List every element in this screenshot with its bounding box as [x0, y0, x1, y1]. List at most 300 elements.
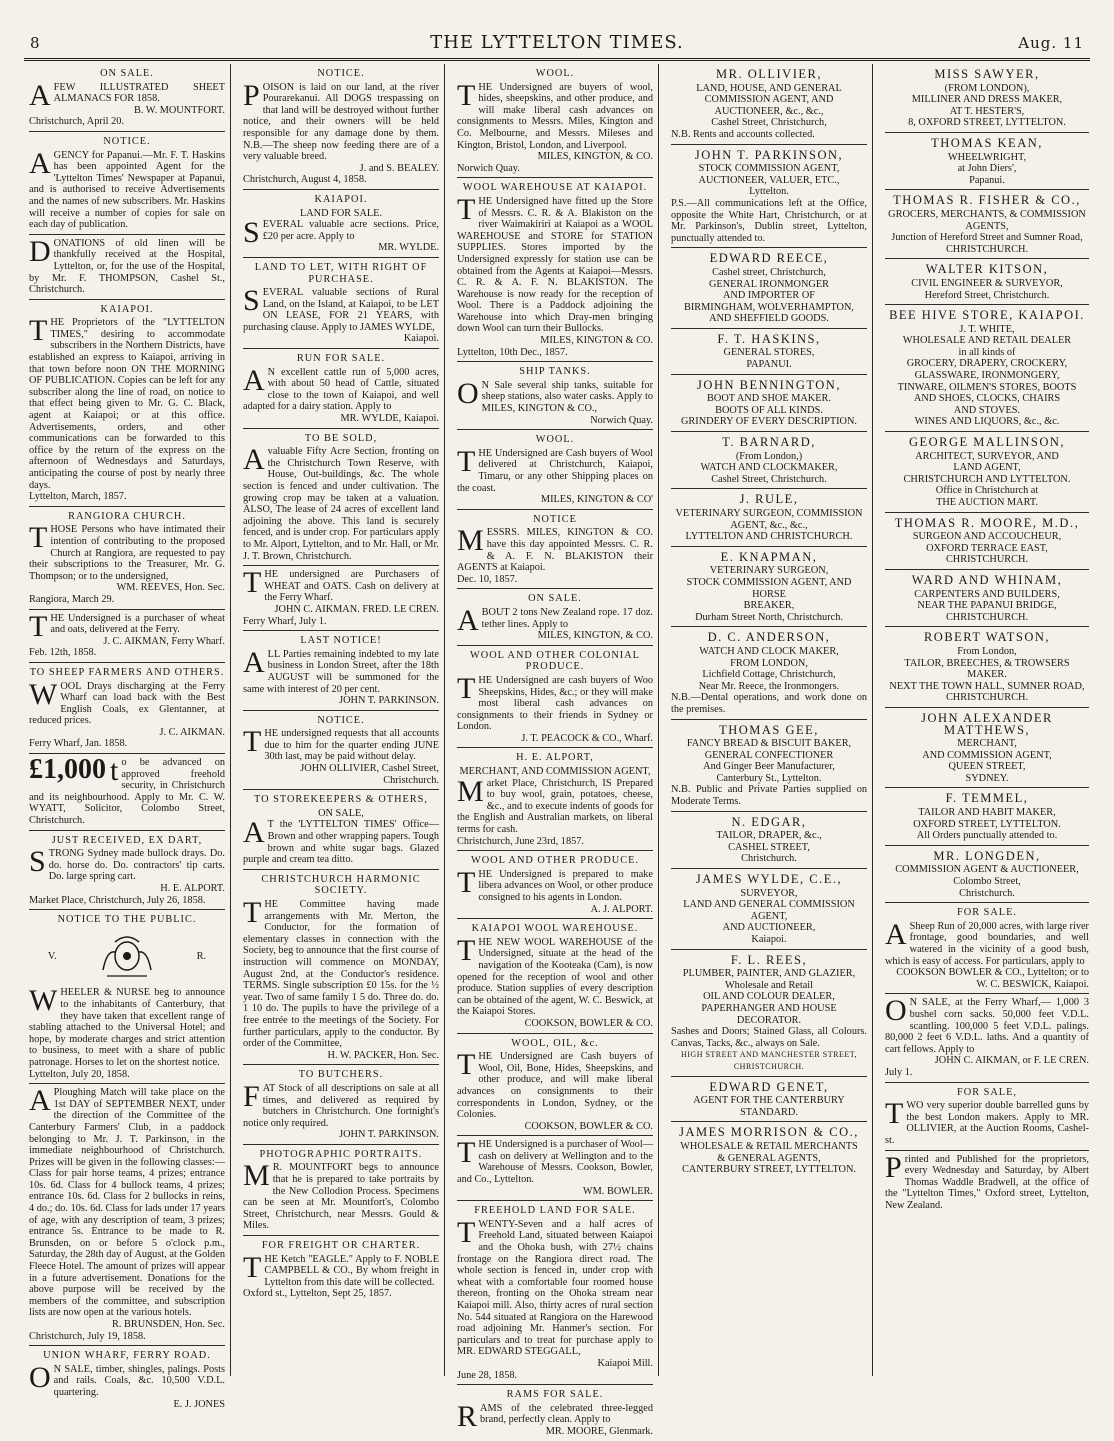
ad-line: JAMES WYLDE, C.E.,	[695, 872, 843, 887]
ad-line: WHOLESALE AND RETAIL DEALER	[902, 335, 1072, 347]
advertisement	[457, 851, 653, 919]
advertisement	[885, 432, 1089, 513]
ad-line: THOMAS KEAN,	[931, 135, 1043, 150]
ad-signature: MILES, KINGTON, & CO.	[537, 151, 653, 163]
ad-signature: Kaiapoi.	[403, 333, 439, 345]
ad-line: SURVEYOR,	[740, 887, 798, 899]
advertisement	[457, 362, 653, 430]
ad-dateline: Oxford st., Lyttelton, Sept 25, 1857.	[243, 1288, 392, 1300]
ad-signature: J. C. AIKMAN, Ferry Wharf.	[103, 635, 225, 647]
advertisement	[243, 631, 439, 711]
advertisement	[885, 1151, 1089, 1215]
ad-line: AND SHOES, CLOCKS, CHAIRS	[913, 393, 1061, 405]
ad-line: AGENT FOR THE CANTERBURY	[693, 1095, 845, 1107]
masthead	[24, 28, 1090, 61]
ad-line: TINWARE, OILMEN'S STORES, BOOTS	[897, 381, 1077, 393]
ad-line: AND IMPORTER OF	[722, 290, 816, 302]
advertisement	[457, 919, 653, 1033]
ad-heading: WOOL.	[535, 434, 575, 446]
ad-line: STOCK COMMISSION AGENT,	[698, 163, 840, 175]
crest-row	[29, 930, 225, 984]
ad-signature: JOHN C. AIKMAN. FRED. LE CREN.	[274, 603, 439, 615]
ad-line: NEXT THE TOWN HALL, SUMNER ROAD,	[889, 680, 1085, 692]
ad-heading: FOR SALE,	[957, 1086, 1017, 1098]
ad-signature: JOHN T. PARKINSON.	[339, 1129, 439, 1141]
ad-line: MR. OLLIVIER,	[716, 67, 822, 81]
ad-body: ON SALE, at the Ferry Wharf,— 1,000 3 bushel corn sacks. 50,000 feet V.D.L. scantling. 100,000 5 feet V.D.L. palings. 80,000 2 feet 6 V.D.L. laths. And a quantity of cart fellows. Apply to	[885, 994, 1089, 1055]
advertisement	[885, 708, 1089, 789]
ad-line: VETERINARY SURGEON,	[709, 565, 829, 577]
ad-footer: HIGH STREET AND MANCHESTER STREET, CHRISTCHURCH.	[680, 1050, 858, 1071]
ad-line: OIL AND COLOUR DEALER,	[703, 991, 835, 1003]
advertisement	[671, 1122, 867, 1178]
advertisement	[243, 870, 439, 1066]
ad-line: at John Diers',	[957, 163, 1017, 175]
advertisement	[885, 190, 1089, 259]
column-4	[666, 64, 873, 1376]
ad-heading: LAST NOTICE!	[300, 635, 382, 647]
advertisement	[243, 1236, 439, 1303]
ad-line: TAILOR, DRAPER, &c.,	[716, 830, 822, 842]
ad-line: CASHEL STREET,	[728, 841, 810, 853]
ad-line: (From London,)	[735, 450, 803, 462]
ad-heading: NOTICE	[533, 513, 577, 525]
ad-heading: TO BUTCHERS.	[298, 1069, 384, 1081]
ad-line: GENERAL CONFECTIONER	[704, 749, 834, 761]
ad-line: GEORGE MALLINSON,	[908, 435, 1066, 450]
ad-line: E. KNAPMAN,	[720, 549, 818, 564]
page-number: 8	[30, 34, 40, 52]
ad-line: Junction of Hereford Street and Sumner Road,	[891, 232, 1083, 244]
ad-line: CIVIL ENGINEER & SURVEYOR,	[911, 277, 1063, 289]
ad-heading: WOOL, OIL, &c.	[511, 1037, 599, 1049]
ad-body: THE Undersigned is a purchaser of Wool—cash on delivery at Wellington and to the Warehouse of Messrs. Cookson, Bowler, and Co., Lyttelton.	[457, 1136, 653, 1186]
ad-line: ROBERT WATSON,	[923, 630, 1051, 645]
ad-subheading: ON SALE,	[318, 807, 364, 819]
ad-signature: MILES, KINGTON, & CO.	[537, 630, 653, 642]
ad-body: WHEELER & NURSE beg to announce to the inhabitants of Canterbury, that they have taken that excellent range of stabling attached to the Universal Hotel; and hope, by moderate charges and strict attention to business, to meet with a share of public patronage. Horses to let on the shortest notice.	[29, 984, 225, 1068]
ad-line: STANDARD.	[740, 1106, 798, 1118]
ad-signature: R. BRUNSDEN, Hon. Sec.	[112, 1319, 225, 1330]
ad-line: Hereford Street, Christchurch.	[924, 289, 1050, 301]
ad-dateline: Market Place, Christchurch, July 26, 1858.	[29, 894, 206, 906]
ad-dateline: Lyttelton, March, 1857.	[29, 491, 127, 503]
ad-heading: NOTICE.	[317, 68, 365, 79]
advertisement	[29, 610, 225, 663]
ad-line: F. T. HASKINS,	[717, 331, 821, 346]
ad-signature: H. E. ALPORT.	[160, 883, 225, 894]
ad-line: THOMAS R. FISHER & CO.,	[893, 193, 1081, 208]
ad-heading: PHOTOGRAPHIC PORTRAITS.	[259, 1148, 423, 1160]
ad-line: AND AUCTIONEER,	[722, 922, 816, 934]
ad-line: Wholesale and Retail	[724, 979, 814, 991]
ad-dateline: Christchurch, April 20.	[29, 116, 124, 128]
ad-body: ON Sale several ship tanks, suitable for sheep stations, also water casks. Apply to MILES, KINGTON & CO.,	[457, 376, 653, 415]
ad-body: THE Ketch "EAGLE." Apply to F. NOBLE CAMPBELL & CO., By whom freight in Lyttelton from this date will be collected.	[243, 1250, 439, 1288]
ad-signature: E. J. JONES	[173, 1398, 225, 1410]
ad-line: And Ginger Beer Manufacturer,	[703, 761, 835, 773]
ad-line: GLASSWARE, IRONMONGERY,	[914, 370, 1060, 382]
ad-body: RAMS of the celebrated three-legged brand, perfectly clean. Apply to	[457, 1399, 653, 1433]
crest-letter-left: V.	[47, 950, 57, 962]
ad-line: Lichfield Cottage, Christchurch,	[702, 669, 836, 681]
newspaper-columns	[24, 64, 1094, 1437]
ad-body: Sashes and Doors; Stained Glass, all Colours. Canvas, Tacks, &c., always on Sale.	[671, 1026, 867, 1049]
ad-line: LAND AGENT,	[953, 462, 1021, 474]
advertisement	[671, 375, 867, 432]
royal-crest-icon	[97, 930, 157, 980]
advertisement	[885, 513, 1089, 570]
ad-body: Printed and Published for the proprietors, every Wednesday and Saturday, by Albert Thomas Waddle Bradwell, at the office of the "Lyttelton Times," Oxford street, Lyttelton, New Zealand.	[885, 1150, 1089, 1211]
ad-line: AUCTIONEER, VALUER, ETC.,	[698, 174, 840, 186]
ad-heading: WOOL.	[535, 68, 575, 79]
ad-signature: MILES, KINGTON & CO'	[540, 494, 653, 506]
advertisement	[457, 510, 653, 590]
advertisement	[457, 1201, 653, 1385]
ad-body: THE Undersigned is prepared to make libera advances on Wool, or other produce consigned to his agents in London.	[457, 865, 653, 903]
ad-line: T. BARNARD,	[722, 435, 816, 450]
advertisement	[243, 790, 439, 870]
advertisement	[29, 64, 225, 132]
ad-body: TWO very superior double barrelled guns by the best London makers. Apply to MR. OLLIVIER, at the Auction Rooms, Cashel-st.	[885, 1097, 1089, 1146]
ad-line: (FROM LONDON),	[944, 82, 1030, 94]
ad-body: AN excellent cattle run of 5,000 acres, with about 50 head of Cattle, situated close to the town of Kaiapoi, and well adapted for a dairy station. Apply to	[243, 363, 439, 413]
ad-body: ABOUT 2 tons New Zealand rope. 17 doz. tether lines. Apply to	[457, 603, 653, 637]
ad-body: Market Place, Christchurch, IS Prepared to buy wool, grain, potatoes, cheese, &c., and to execute indents of goods for the English and Australian markets, on liberal terms for cash.	[457, 774, 653, 836]
advertisement	[885, 64, 1089, 133]
ad-heading: KAIAPOI.	[100, 303, 154, 315]
ad-line: GRINDERY OF EVERY DESCRIPTION.	[680, 416, 857, 428]
ad-line: BOOT AND SHOE MAKER.	[707, 393, 831, 405]
advertisement	[243, 1065, 439, 1145]
ad-line: Colombo Street,	[953, 876, 1021, 888]
ad-heading: RUN FOR SALE.	[296, 353, 386, 365]
ad-line: F. TEMMEL,	[945, 791, 1029, 806]
ad-body: FAT Stock of all descriptions on sale at all times, and delivered as required by butchers in Christchurch. One fortnight's notice only required.	[243, 1079, 439, 1129]
ad-line: AND SHEFFIELD GOODS.	[709, 313, 829, 325]
ad-body: THE Undersigned are buyers of wool, hides, sheepskins, and other produce, and will make liberal cash advances on consignments to Messrs. Miles, Kington and Co. Melbourne, and Messrs. Mileses and Kington, Bristol, London, and Liverpool.	[457, 78, 653, 151]
ad-body: MR. MOUNTFORT begs to announce that he is prepared to take portraits by the New Collodion Process. Specimens can be seen at Mr. Mountfort's, Colombo Street, Christchurch, near Messrs. Gould & Miles.	[243, 1159, 439, 1232]
ad-line: N. EDGAR,	[731, 814, 807, 829]
ad-body: SEVERAL valuable acre sections. Price, £20 per acre. Apply to	[243, 216, 439, 250]
ad-dateline: June 28, 1858.	[457, 1369, 518, 1381]
advertisement	[457, 430, 653, 510]
ad-heading: ON SALE.	[100, 68, 154, 79]
ad-heading: WOOL WAREHOUSE AT KAIAPOI.	[462, 182, 648, 194]
ad-dateline: Rangiora, March 29.	[29, 593, 115, 605]
ad-signature: Norwich Quay.	[590, 414, 653, 426]
ad-heading: FREEHOLD LAND FOR SALE.	[474, 1205, 636, 1217]
ad-line: CHRISTCHURCH.	[945, 243, 1029, 255]
ad-dateline: Lyttelton, 10th Dec., 1857.	[457, 346, 568, 358]
ad-line: Lyttelton.	[749, 186, 789, 198]
ad-signature: WM. REEVES, Hon. Sec.	[116, 582, 225, 594]
ad-heading: WOOL AND OTHER COLONIAL PRODUCE.	[470, 649, 640, 673]
ad-line: NEAR THE PAPANUI BRIDGE,	[917, 600, 1057, 612]
ad-line: J. T. WHITE,	[959, 323, 1015, 335]
ad-dateline: Ferry Wharf, July 1.	[243, 615, 327, 627]
advertisement	[885, 788, 1089, 845]
ad-body: AT the 'LYTTELTON TIMES' Office— Brown and other wrapping papers. Tough brown and white sugar bags. Glazed purple and cream tea ditto.	[243, 816, 439, 866]
ad-line: BIRMINGHAM, WOLVERHAMPTON,	[683, 301, 854, 313]
ad-body: N.B.—Dental operations, and work done on the premises.	[671, 692, 867, 715]
ad-heading: TO STOREKEEPERS & OTHERS,	[254, 794, 428, 806]
ad-line: MISS SAWYER,	[934, 67, 1040, 81]
advertisement	[885, 994, 1089, 1082]
ad-line: CHRISTCHURCH.	[945, 554, 1029, 566]
ad-body: STRONG Sydney made bullock drays. Do. do. horse do. Do. contractors' tip carts. Do. large spring cart.	[29, 845, 225, 883]
ad-line: BREAKER,	[743, 600, 795, 612]
column-2	[238, 64, 445, 1376]
ad-line: MR. LONGDEN,	[933, 848, 1041, 863]
ad-signature: MR. WYLDE, Kaiapoi.	[340, 413, 439, 425]
advertisement	[457, 1034, 653, 1137]
advertisement	[29, 910, 225, 1084]
ad-signature: Kaiapoi Mill.	[597, 1357, 653, 1369]
ad-line: CHRISTCHURCH.	[945, 692, 1029, 704]
advertisement	[243, 64, 439, 190]
ad-line: FANCY BREAD & BISCUIT BAKER,	[686, 738, 852, 750]
ad-dateline: Christchurch, July 19, 1858.	[29, 1330, 146, 1342]
ad-line: 8, OXFORD STREET, LYTTELTON.	[908, 117, 1066, 129]
ad-signature: WM. BOWLER.	[582, 1185, 653, 1197]
advertisement	[29, 831, 225, 911]
advertisement	[29, 663, 225, 754]
advertisement	[457, 589, 653, 645]
advertisement	[243, 711, 439, 791]
ad-signature: J. C. AIKMAN.	[159, 726, 225, 738]
ad-line: Christchurch.	[959, 887, 1015, 899]
ad-line: THOMAS R. MOORE, M.D.,	[894, 515, 1080, 530]
advertisement	[29, 507, 225, 610]
ad-amount: £1,000	[29, 754, 106, 786]
advertisement	[29, 1084, 225, 1346]
ad-line: OXFORD STREET, LYTTELTON.	[913, 818, 1061, 830]
ad-line: COMMISSION AGENT & AUCTIONEER,	[895, 864, 1079, 876]
advertisement	[671, 64, 867, 145]
ad-line: GROCERY, DRAPERY, CROCKERY,	[906, 358, 1068, 370]
ad-line: JOHN T. PARKINSON,	[694, 147, 844, 162]
ad-dateline: Feb. 12th, 1858.	[29, 647, 97, 659]
ad-body: to be advanced on approved freehold security, in Christchurch and its neighbourhood. Apply to Mr. C. W. WYATT, Solicitor, Colombo Street, Christchurch.	[29, 754, 225, 827]
ad-body: DONATIONS of old linen will be thankfully received at the Hospital, Lyttelton, or, for the use of the Hospital, by Mr. F. THOMPSON, Cashel St., Christchurch.	[29, 234, 225, 296]
ad-dateline: Christchurch, August 4, 1858.	[243, 174, 367, 186]
ad-body: ASheep Run of 20,000 acres, with large river frontage, good boundaries, and well watered in the vicinity of a good bush, which is easy of access. For particulars, apply to	[885, 917, 1089, 967]
ad-body: THE Committee having made arrangements with Mr. Merton, the Conductor, for the formation of elementary classes in connection with the Society, beg to announce that the first course of instruction will commence on MONDAY, August 2nd, at the Conductor's residence. TERMS. Single subscription £0 15s. for the ½ year. Two of same family 1 5 do. Three do. do. 1 10 do. The pupils to have the privilege of a free entrée to the meetings of the Society. For further particulars, apply to the conductor. By order of the Committee,	[243, 896, 439, 1050]
advertisement	[671, 869, 867, 950]
ad-body: THE NEW WOOL WAREHOUSE of the Undersigned, situate at the head of the navigation of the Kooteaka (Cam), is now opened for the reception of wool and other produce. Station supplies of every description can be obtained of the agent, W. C. Beswick, at the Kaiapoi Stores.	[457, 933, 653, 1018]
advertisement	[671, 489, 867, 546]
ad-line: EDWARD GENET,	[709, 1079, 829, 1094]
ad-body: N.B. Public and Private Parties supplied on Moderate Terms.	[671, 784, 867, 808]
ad-heading: KAIAPOI WOOL WAREHOUSE.	[471, 923, 639, 935]
ad-line: Cashel street, Christchurch,	[712, 266, 826, 278]
ad-heading: UNION WHARF, FERRY ROAD.	[43, 1350, 211, 1362]
ad-line: JAMES MORRISON & CO.,	[679, 1125, 859, 1140]
advertisement	[885, 305, 1089, 432]
ad-heading: FOR SALE.	[957, 907, 1017, 919]
advertisement	[885, 846, 1089, 903]
advertisement	[671, 627, 867, 719]
ad-line: WALTER KITSON,	[925, 262, 1049, 277]
ad-signature: MILES, KINGTON & CO.	[540, 335, 653, 347]
ad-heading: RAMS FOR SALE.	[506, 1389, 604, 1401]
ad-line: CHRISTCHURCH AND LYTTELTON.	[903, 473, 1071, 485]
advertisement	[671, 145, 867, 249]
ad-body: WOOL Drays discharging at the Ferry Wharf can load back with the Best English Coals, ex Glentanner, at reduced prices.	[29, 677, 225, 727]
advertisement	[457, 1385, 653, 1440]
ad-body: THE Undersigned are Cash buyers of Wool delivered at Christchurch, Kaiapoi, Timaru, or any other Shipping places on the coast.	[457, 444, 653, 494]
ad-body: THOSE Persons who have intimated their intention of contributing to the proposed Church at Rangiora, are requested to pay their subscriptions to the Treasurer, Mr. G. Thompson; or to the undersigned,	[29, 521, 225, 582]
ad-line: Cashel Street, Christchurch.	[711, 473, 827, 485]
ad-signature: B. W. MOUNTFORT.	[133, 104, 225, 116]
ad-line: PAPERHANGER AND HOUSE DECORATOR.	[701, 1002, 837, 1026]
ad-body: APloughing Match will take place on the 1st DAY of SEPTEMBER NEXT, under the direction of the Committee of the Canterbury Farmers' Club, in a paddock belonging to Mr. J. T. Parkinson, in the immediate neighbourhood of Christchurch. Prizes will be given in the following classes:— Class for pair horse teams, 4 prizes; entrance 10s. 6d. Class for 4 bullock teams, 4 prizes; entrance 10s. 6d. Class for 2 bullocks in reins, 4 do.; do. 10s. 6d. Class for lads under 17 years of age, with any description of team, 3 prizes; entrance 5s. Entrance to be made to R. Brunsden, on or before 5 o'clock p.m., Saturday, the 28th day of August, at the Golden Fleece Hotel. The amount of prizes will appear in a future advertisement. Donations for the above purpose will be received by the members of the committee, and subscription lists are now open at the various hotels.	[29, 1084, 225, 1319]
advertisement	[671, 432, 867, 489]
advertisement	[671, 248, 867, 329]
ad-line: LYTTELTON AND CHRISTCHURCH.	[685, 531, 853, 543]
ad-line: ARCHITECT, SURVEYOR, AND	[915, 450, 1059, 462]
ad-heading: NOTICE.	[103, 135, 151, 147]
advertisement	[457, 646, 653, 749]
ad-line: EDWARD REECE,	[709, 251, 829, 266]
ad-line: JOHN BENNINGTON,	[697, 377, 841, 392]
ad-line: in all kinds of	[958, 346, 1016, 358]
advertisement	[671, 1077, 867, 1123]
ad-dateline: Norwich Quay.	[457, 162, 520, 174]
ad-line: MAKER.	[967, 669, 1007, 681]
ad-heading: JUST RECEIVED, EX DART,	[51, 834, 203, 846]
ad-body: SEVERAL valuable sections of Rural Land, on the Island, at Kaiapoi, to be LET ON LEASE, FOR 21 YEARS, with purchasing clause. Apply to JAMES WYLDE,	[243, 284, 439, 333]
ad-line: WATCH AND CLOCKMAKER,	[700, 462, 838, 474]
advertisement	[29, 754, 225, 831]
ad-line: AND STOVES.	[953, 404, 1021, 416]
advertisement	[885, 627, 1089, 708]
ad-line: WARD AND WHINAM,	[911, 572, 1063, 587]
ad-line: Christchurch.	[741, 853, 797, 865]
issue-date: Aug. 11	[1018, 34, 1084, 52]
advertisement	[243, 258, 439, 349]
ad-heading: RANGIORA CHURCH.	[68, 510, 186, 522]
ad-line: FROM LONDON,	[730, 657, 808, 669]
ad-line: WINES AND LIQUORS, &c., &c.	[914, 416, 1060, 428]
ad-dateline: Dec. 10, 1857.	[457, 573, 518, 585]
advertisement	[243, 429, 439, 567]
ad-heading: NOTICE TO THE PUBLIC.	[57, 914, 197, 926]
ad-line: From London,	[957, 645, 1017, 657]
ad-line: AT T. HESTER'S,	[949, 105, 1025, 117]
ad-line: Cashel Street, Christchurch,	[711, 117, 827, 129]
ad-line: CARPENTERS AND BUILDERS,	[914, 588, 1060, 600]
ad-line: TAILOR AND HABIT MAKER,	[918, 807, 1056, 819]
column-1	[24, 64, 231, 1410]
ad-heading: KAIAPOI.	[314, 193, 368, 205]
ad-line: AGENT, &c., &c.,	[730, 519, 808, 531]
ad-line: WHOLESALE & RETAIL MERCHANTS	[680, 1140, 858, 1152]
crest-letter-right: R.	[196, 950, 207, 962]
ad-line: COMMISSION AGENT, AND AUCTIONEER, &c., &c.,	[704, 94, 834, 117]
ad-line: Durham Street North, Christchurch.	[695, 611, 843, 623]
ad-line: GROCERS, MERCHANTS, & COMMISSION AGENTS,	[888, 208, 1086, 232]
ad-line: THOMAS GEE,	[719, 722, 819, 737]
ad-body: THE Undersigned are Cash buyers of Wool, Oil, Bone, Hides, Sheepskins, and other produce, and will make liberal advances on consignments to their correspondents in London, Sydney, or the Colonies.	[457, 1048, 653, 1121]
ad-line: LAND, HOUSE, AND GENERAL	[696, 82, 842, 94]
ad-line: MERCHANT,	[957, 738, 1017, 750]
advertisement	[885, 133, 1089, 190]
ad-line: GENERAL IRONMONGER	[708, 278, 830, 290]
advertisement	[457, 64, 653, 178]
ad-body: ALL Parties remaining indebted to my late business in London Street, after the 18th AUGUST will be summoned for the same with interest of 20 per cent.	[243, 645, 439, 695]
ad-body: THE Proprietors of the "LYTTELTON TIMES," desiring to accommodate subscribers in the Northern Districts, have established an express to Kaiapoi, arriving in that town before noon ON THE MORNING OF PUBLICATION. Copies can be left for any subscriber along the line of road, on notice to that effect being given to Mr. G. C. Black, agent at Kaiapoi; or at this office. Advertisements, orders, and other communications can be forwarded to this office by the return of the express on the afternoon of Wednesdays and Saturdays, anticipating the course of post by nearly three days.	[29, 314, 225, 491]
advertisement	[29, 132, 225, 235]
advertisement	[457, 1136, 653, 1201]
advertisement	[29, 235, 225, 300]
ad-line: Office in Christchurch at	[935, 485, 1039, 497]
ad-line: SURGEON AND ACCOUCHEUR,	[912, 531, 1062, 543]
ad-body: POISON is laid on our land, at the river Pourarekanui. All DOGS trespassing on that land will be destroyed without further notice, and their owners will be held responsible for any damage done by them. N.B.—The sheep now feeding there are of a very valuable breed.	[243, 78, 439, 163]
ad-heading: FOR FREIGHT OR CHARTER.	[261, 1240, 421, 1252]
ad-subheading: LAND FOR SALE.	[299, 207, 383, 219]
ad-body: Avaluable Fifty Acre Section, fronting on the Christchurch Town Reserve, with House, Out-buildings, &c. The whole section is fenced and under cultivation. The growing crop may be taken at a valuation. ALSO, The lease of 24 acres of excellent land adjoining the above. This land is securely fenced, and is under crop. For particulars apply to Mr. Alport, Lyttelton, and to Mr. Hall, or Mr. J. T. Brown, Christchurch.	[243, 443, 439, 562]
advertisement	[671, 547, 867, 628]
ad-heading: WOOL AND OTHER PRODUCE.	[471, 855, 639, 867]
ad-heading: TO SHEEP FARMERS AND OTHERS.	[29, 666, 225, 678]
ad-line: Papanui.	[969, 174, 1005, 186]
ad-signature: JOHN C. AIKMAN, or F. LE CREN.	[934, 1055, 1089, 1067]
advertisement	[885, 259, 1089, 305]
ad-body: THE Undersigned have fitted up the Store of Messrs. C. R. & A. Blakiston on the river Waimakiriri at Kaiapoi as a WOOL WAREHOUSE and STORE for STATION SUPPLIES. Stores imported by the Undersigned expressly for station use can be obtained from the Agents at Kaiapoi—Messrs. C. R. & A. F. N. BLAKISTON. The Warehouse is now ready for the reception of Wool. There is a Paddock adjoining the Warehouse into which Dray-men bringing down Wool can turn their Bullocks.	[457, 192, 653, 335]
ad-signature: JOHN OLLIVIER, Cashel Street, Christchurch.	[300, 763, 439, 786]
advertisement	[29, 1346, 225, 1413]
advertisement	[671, 329, 867, 375]
ad-body: N.B. Rents and accounts collected.	[671, 128, 815, 140]
ad-line: CHRISTCHURCH.	[945, 611, 1029, 623]
ad-body: ON SALE, timber, shingles, palings. Posts and rails. Coals, &c. 10,500 V.D.L. quartering.	[29, 1360, 225, 1398]
ad-signature: J. and S. BEALEY.	[359, 162, 439, 174]
ad-signature: MR. MOORE, Glenmark.	[545, 1425, 653, 1437]
ad-dateline: Ferry Wharf, Jan. 1858.	[29, 738, 128, 750]
ad-heading: CHRISTCHURCH HARMONIC SOCIETY.	[261, 873, 421, 897]
ad-body: THE Undersigned are cash buyers of Woo Sheepskins, Hides, &c.; or they will make most liberal cash advances on consignments to their friends in Sydney or London.	[457, 671, 653, 733]
column-3	[452, 64, 659, 1437]
ad-body: MESSRS. MILES, KINGTON & CO. have this day appointed Messrs. C. R. & A. F. N. BLAKISTON their AGENTS at Kaiapoi.	[457, 524, 653, 574]
ad-heading: SHIP TANKS.	[519, 366, 591, 378]
ad-signature: A. J. ALPORT.	[590, 903, 653, 915]
ad-signature: J. T. PEACOCK & CO., Wharf.	[521, 732, 653, 744]
ad-line: WATCH AND CLOCK MAKER,	[699, 645, 839, 657]
ad-line: Kaiapoi.	[751, 934, 787, 945]
ad-line: WHEELWRIGHT,	[947, 151, 1027, 163]
ad-body: TWENTY-Seven and a half acres of Freehold Land, situated between Kaiapoi and the Ohoka bush, with 27½ chains frontage on the Rangiora direct road. The whole section is fenced in, under crop with wheat with a comfortable four roomed house thereon, fronting on the Ohoka stream near Kaiapoi mill. Also, thirty acres of rural section No. 544 situated at Rangiora on the Harewood road adjoining Mr. Hanmer's section. For particulars and to treat for purchase apply to MR. EDWARD STEGGALL,	[457, 1215, 653, 1358]
advertisement	[885, 1083, 1089, 1151]
ad-line: STOCK COMMISSION AGENT, AND HORSE	[686, 576, 852, 600]
ad-dateline: Lyttelton, July 20, 1858.	[29, 1068, 130, 1080]
ad-line: THE AUCTION MART.	[936, 497, 1038, 508]
ad-line: J. RULE,	[739, 492, 799, 507]
ad-line: F. L. REES,	[730, 952, 808, 967]
advertisement	[885, 570, 1089, 627]
ad-dateline: July 1.	[885, 1066, 913, 1078]
ad-line: PAPANUI.	[746, 359, 792, 371]
ad-body: THE undersigned are Purchasers of WHEAT and OATS. Cash on delivery at the Ferry Wharf.	[243, 566, 439, 604]
advertisement	[243, 566, 439, 631]
ad-signature: COOKSON, BOWLER & CO.	[524, 1120, 653, 1132]
column-5	[880, 64, 1094, 1376]
advertisement	[457, 178, 653, 362]
advertisement	[885, 903, 1089, 994]
ad-line: GENERAL STORES,	[723, 347, 815, 359]
ad-body: THE undersigned requests that all accounts due to him for the quarter ending JUNE 30th last, may be paid without delay.	[243, 725, 439, 763]
